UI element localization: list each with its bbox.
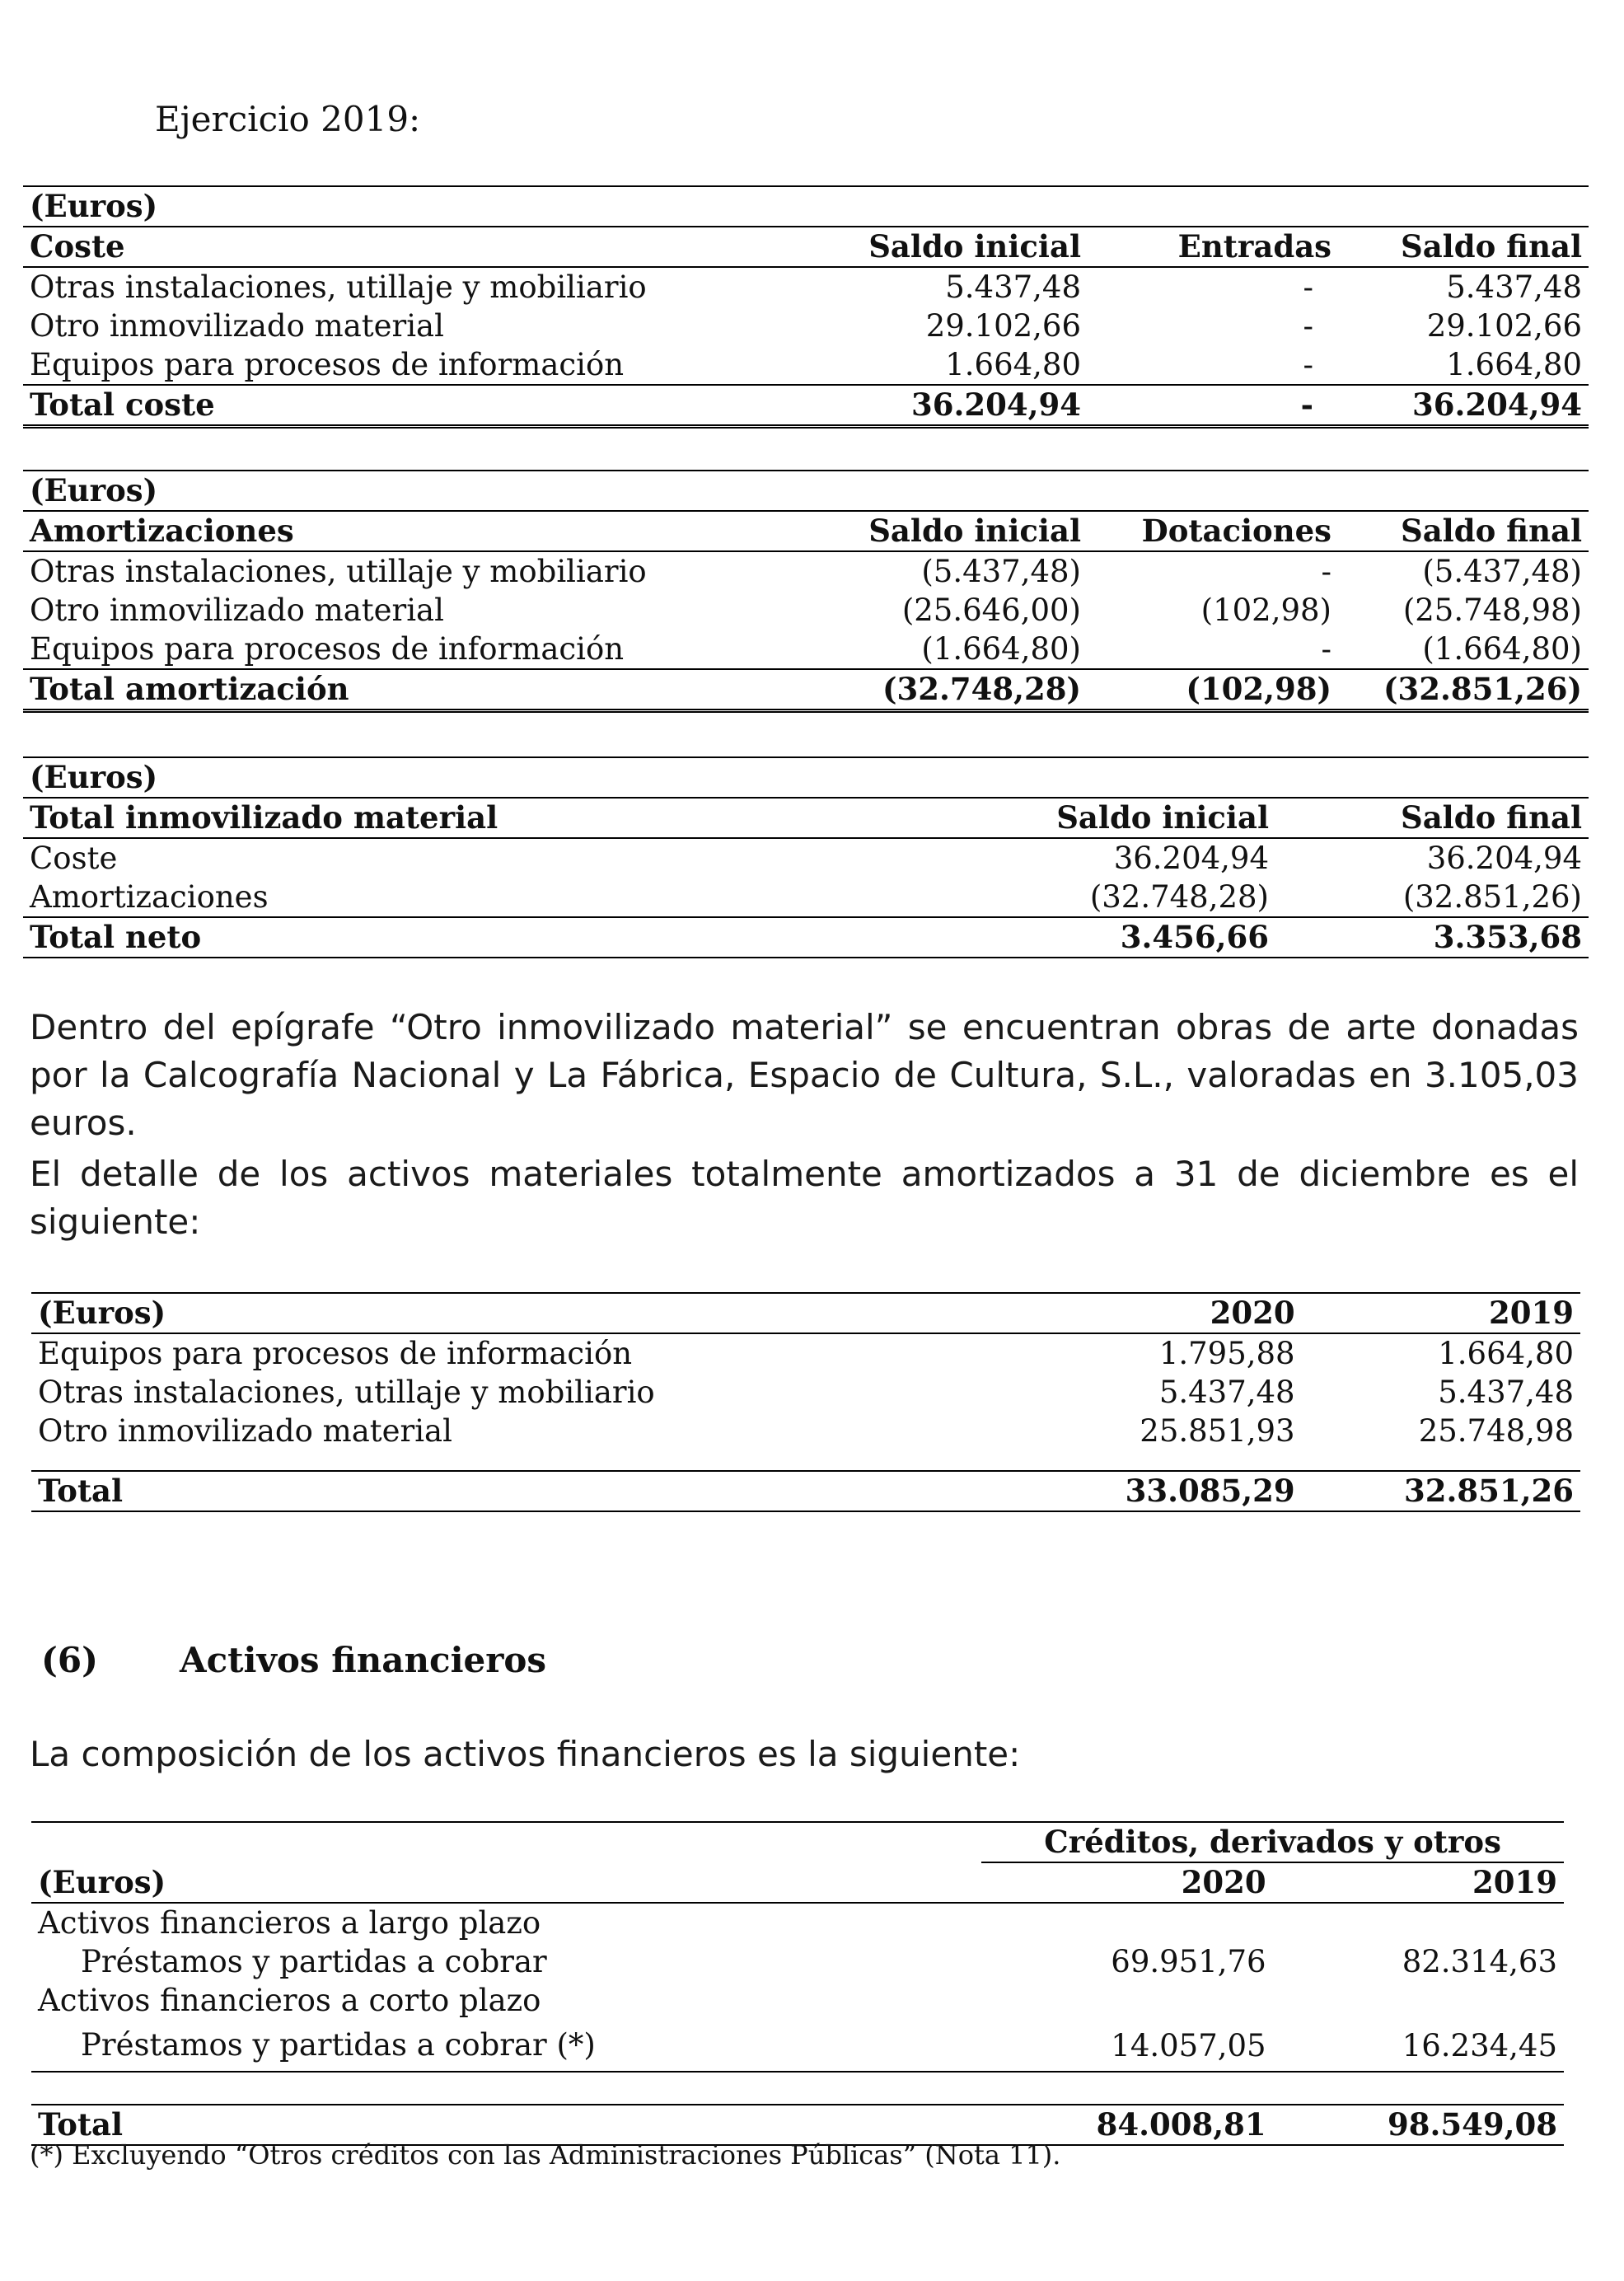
- table-row: Otro inmovilizado material 29.102,66 - 29.102,66: [30, 308, 1582, 344]
- table-row: Amortizaciones (32.748,28) (32.851,26): [23, 878, 1589, 917]
- total-row: Total 84.008,81 98.549,08: [31, 2105, 1564, 2145]
- table-row: Otras instalaciones, utillaje y mobiliario 5.437,48 5.437,48: [38, 1375, 1574, 1410]
- group-header: Créditos, derivados y otros: [981, 1822, 1564, 1862]
- table-header: Total inmovilizado material Saldo inicial Saldo final: [23, 798, 1589, 838]
- section-title: Activos financieros: [180, 1640, 547, 1680]
- table-row: Otro inmovilizado material (25.646,00) (102,98) (25.748,98): [30, 592, 1582, 628]
- table-header: Amortizaciones Saldo inicial Dotaciones Saldo final: [23, 511, 1589, 551]
- table-row: Activos financieros a largo plazo: [38, 1905, 541, 1941]
- cost-table: [23, 185, 1589, 429]
- table-row: Préstamos y partidas a cobrar (*) 14.057,05 16.234,45: [31, 2020, 1564, 2072]
- total-row: Total coste 36.204,94 - 36.204,94: [23, 385, 1589, 427]
- net-table: [23, 756, 1589, 958]
- paragraph-fully-amortized: El detalle de los activos materiales totalmente amortizados a 31 de diciembre es el siguiente:: [30, 1154, 1579, 1242]
- table-header: (Euros) 2020 2019: [31, 1862, 1564, 1903]
- total-row: Total 33.085,29 32.851,26: [31, 1471, 1580, 1511]
- paragraph-composition: La composición de los activos financieros es la siguiente:: [30, 1734, 1021, 1774]
- table-row: Equipos para procesos de información 1.795,88 1.664,80: [38, 1336, 1574, 1371]
- table-row: Equipos para procesos de información 1.664,80 - 1.664,80: [23, 345, 1589, 385]
- footnote: (*) Excluyendo “Otros créditos con las Administraciones Públicas” (Nota 11).: [30, 2139, 1061, 2171]
- table-row: Otras instalaciones, utillaje y mobiliario 5.437,48 - 5.437,48: [30, 269, 1582, 305]
- table-row: Préstamos y partidas a cobrar 69.951,76 82.314,63: [81, 1944, 1557, 1979]
- table-row: Otro inmovilizado material 25.851,93 25.748,98: [38, 1413, 1574, 1449]
- section-number: (6): [41, 1640, 98, 1680]
- financial-assets-table: [31, 1821, 1564, 2146]
- unit-label: (Euros): [23, 471, 1589, 511]
- table-row: Coste 36.204,94 36.204,94: [30, 841, 1582, 876]
- paragraph-donations: Dentro del epígrafe “Otro inmovilizado material” se encuentran obras de arte donadas por la Calcografía Nacional y La Fábrica, Espacio de Cultura, S.L., valoradas en 3.105,03 euros.: [30, 1007, 1579, 1143]
- amortization-table: [23, 470, 1589, 713]
- table-header: Coste Saldo inicial Entradas Saldo final: [23, 227, 1589, 267]
- table-row: Equipos para procesos de información (1.664,80) - (1.664,80): [23, 630, 1589, 669]
- unit-label: (Euros): [23, 186, 1589, 227]
- unit-label: (Euros): [23, 757, 1589, 798]
- table-header: (Euros) 2020 2019: [31, 1293, 1580, 1333]
- table-row: Activos financieros a corto plazo: [38, 1983, 541, 2018]
- year-heading: Ejercicio 2019:: [155, 99, 421, 139]
- total-row: Total neto 3.456,66 3.353,68: [23, 917, 1589, 958]
- table-row: Otras instalaciones, utillaje y mobiliario (5.437,48) - (5.437,48): [30, 554, 1582, 589]
- fully-amortized-table: [31, 1292, 1580, 1512]
- total-row: Total amortización (32.748,28) (102,98) (32.851,26): [23, 669, 1589, 711]
